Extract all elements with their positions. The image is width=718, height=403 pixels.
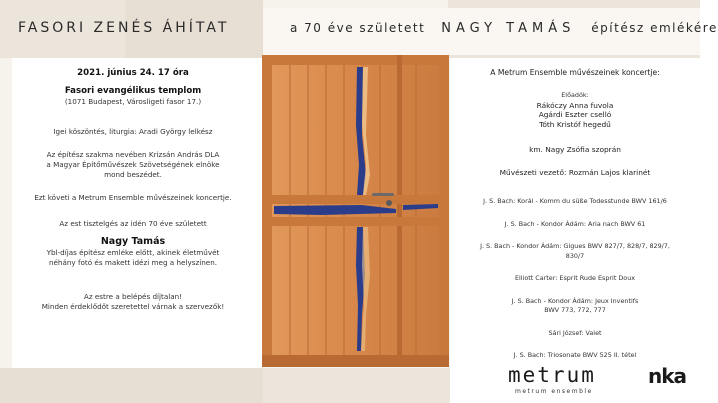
performer-role: szoprán (591, 145, 621, 154)
program-item: 830/7 (565, 251, 585, 260)
concert-program (464, 67, 686, 361)
tribute-text: Ybl-díjas építész emléke előtt, akinek életművét (46, 248, 220, 257)
metrum-logo: metrum (508, 363, 596, 387)
program-item: BWV 773, 772, 777 (544, 306, 606, 314)
concert-text: Ezt követi a Metrum Ensemble művészeinek koncertje. (34, 193, 232, 202)
subtitle-part: a 70 éve született (290, 21, 426, 35)
performer (464, 110, 686, 120)
program-item: J. S. Bach - Kondor Ádám: Aria nach BWV 61 (504, 219, 646, 228)
event-date: 2021. június 24. 17 óra (77, 68, 189, 78)
artistic-director (464, 168, 686, 178)
guest-performer (464, 145, 686, 155)
performer-name: Tóth Kristóf (539, 119, 581, 129)
speech-text: a Magyar Építőművészek Szövetségének elnöke (46, 160, 220, 169)
bg-tile (0, 368, 263, 403)
event-venue: Fasori evangélikus templom (64, 86, 202, 96)
performer (464, 120, 686, 130)
program-heading: A Metrum Ensemble művészeinek koncertje: (490, 68, 660, 77)
performer (464, 101, 686, 111)
program-item: J. S. Bach: Triosonate BWV 525 II. tétel (513, 351, 637, 359)
speech-text: mond beszédet. (104, 170, 162, 179)
event-details (28, 67, 238, 312)
bg-tile (263, 368, 450, 403)
performer-name: Agárdi Eszter (538, 110, 588, 119)
director-role: klarinét (622, 167, 651, 177)
performer-name: Rákóczy Anna (536, 100, 589, 110)
honoree-name: Nagy Tamás (100, 236, 166, 247)
speech-text: Az építész szakma nevében Krizsán András DLA (46, 150, 220, 159)
subtitle-name: NAGY TAMÁS (441, 21, 576, 36)
tribute-text: néhány fotó és makett idézi meg a helyszínen. (48, 258, 218, 267)
metrum-logo-subtitle: metrum ensemble (515, 388, 593, 395)
event-address: (1071 Budapest, Városligeti fasor 17.) (64, 97, 202, 106)
director-label: Művészeti vezető: (499, 167, 567, 177)
performers-label: Előadók: (561, 91, 589, 99)
director-name: Rozmán Lajos (568, 167, 620, 177)
subtitle-part: építész emlékére (591, 21, 718, 35)
program-item: J. S. Bach - Kondor Ádám: Jeux Inventifs (511, 296, 639, 305)
performer-role: hegedű (583, 119, 611, 129)
performer-role: cselló (590, 110, 612, 119)
performer-role: fuvola (590, 100, 614, 110)
admission-text: Az estre a belépés díjtalan! (83, 292, 183, 301)
performer-name: Nagy Zsófia (545, 145, 590, 154)
program-item: Elliott Carter: Esprit Rude Esprit Doux (514, 274, 636, 282)
wooden-door-image (262, 55, 449, 367)
event-title: FASORI ZENÉS ÁHÍTAT (18, 20, 230, 36)
program-item: J. S. Bach - Kondor Ádám: Gigues BWV 827/7, 828/7, 829/7, (480, 242, 670, 250)
event-subtitle (290, 21, 718, 36)
tribute-text: Az est tisztelgés az idén 70 éve született (59, 219, 207, 228)
program-item: J. S. Bach: Korál - Komm du süße Todesstunde BWV 161/6 (483, 197, 667, 205)
km-label: km. (529, 145, 543, 154)
admission-text: Minden érdeklődőt szeretettel várnak a szervezők! (41, 302, 225, 311)
nka-logo: nka (648, 364, 687, 388)
program-item: Sári József: Valet (548, 328, 602, 337)
liturgy-text: Igei köszöntés, liturgia: Aradi György lelkész (53, 127, 213, 136)
